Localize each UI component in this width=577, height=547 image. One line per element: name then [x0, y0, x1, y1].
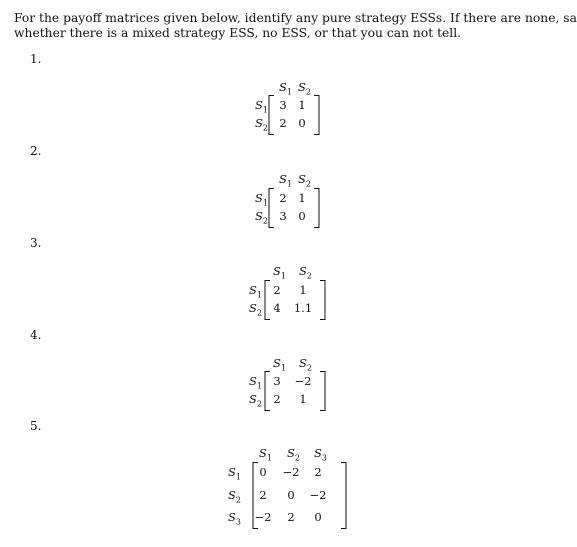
- row-label: $S_1$: [255, 191, 268, 208]
- column-label: $S_2$: [299, 264, 312, 281]
- payoff-cell: 0: [259, 465, 267, 479]
- matrix-right-bracket: [319, 371, 327, 411]
- row-label: $S_1$: [249, 283, 262, 300]
- instructions-line-1: For the payoff matrices given below, identify any pure strategy ESSs. If there are none, sa: [14, 11, 577, 25]
- column-label: $S_2$: [299, 356, 312, 373]
- payoff-cell: 0: [298, 209, 306, 223]
- problem-number: 1.: [30, 52, 42, 66]
- instructions-line-2: whether there is a mixed strategy ESS, no ESS, or that you can not tell.: [14, 26, 462, 40]
- problem-number: 3.: [30, 236, 42, 250]
- payoff-cell: −2: [282, 465, 300, 479]
- payoff-cell: 3: [273, 374, 281, 388]
- problem-number: 2.: [30, 144, 42, 158]
- payoff-cell: 0: [314, 510, 322, 524]
- column-label: $S_1$: [279, 172, 292, 189]
- payoff-cell: 1: [298, 191, 306, 205]
- payoff-cell: 1: [299, 392, 307, 406]
- payoff-cell: 2: [273, 392, 281, 406]
- column-label: $S_2$: [298, 80, 311, 97]
- problem-number: 5.: [30, 419, 42, 433]
- problem-number: 4.: [30, 328, 42, 342]
- column-label: $S_1$: [279, 80, 292, 97]
- column-label: $S_1$: [273, 264, 286, 281]
- matrix-right-bracket: [313, 95, 321, 135]
- payoff-cell: 1: [299, 283, 307, 297]
- payoff-cell: 3: [279, 209, 287, 223]
- matrix-right-bracket: [313, 188, 321, 228]
- row-label: $S_1$: [228, 465, 241, 482]
- payoff-cell: 0: [287, 488, 295, 502]
- row-label: $S_2$: [255, 116, 268, 133]
- payoff-cell: −2: [294, 374, 312, 388]
- row-label: $S_2$: [249, 392, 262, 409]
- payoff-cell: 4: [273, 301, 281, 315]
- payoff-cell: 2: [287, 510, 295, 524]
- row-label: $S_1$: [249, 374, 262, 391]
- payoff-cell: 2: [279, 191, 287, 205]
- row-label: $S_2$: [228, 488, 241, 505]
- payoff-cell: 2: [273, 283, 281, 297]
- column-label: $S_3$: [314, 446, 327, 463]
- row-label: $S_2$: [249, 301, 262, 318]
- column-label: $S_1$: [273, 356, 286, 373]
- payoff-cell: 0: [298, 116, 306, 130]
- matrix-right-bracket: [340, 462, 348, 529]
- column-label: $S_2$: [298, 172, 311, 189]
- payoff-cell: −2: [254, 510, 272, 524]
- row-label: $S_1$: [255, 98, 268, 115]
- instructions: [14, 11, 577, 41]
- payoff-cell: 2: [259, 488, 267, 502]
- payoff-cell: 3: [279, 98, 287, 112]
- payoff-cell: 2: [279, 116, 287, 130]
- row-label: $S_3$: [228, 510, 241, 527]
- payoff-cell: 2: [314, 465, 322, 479]
- row-label: $S_2$: [255, 209, 268, 226]
- column-label: $S_2$: [287, 446, 300, 463]
- payoff-cell: −2: [309, 488, 327, 502]
- column-label: $S_1$: [259, 446, 272, 463]
- matrix-right-bracket: [319, 280, 327, 320]
- payoff-cell: 1: [298, 98, 306, 112]
- payoff-cell: 1.1: [293, 301, 313, 315]
